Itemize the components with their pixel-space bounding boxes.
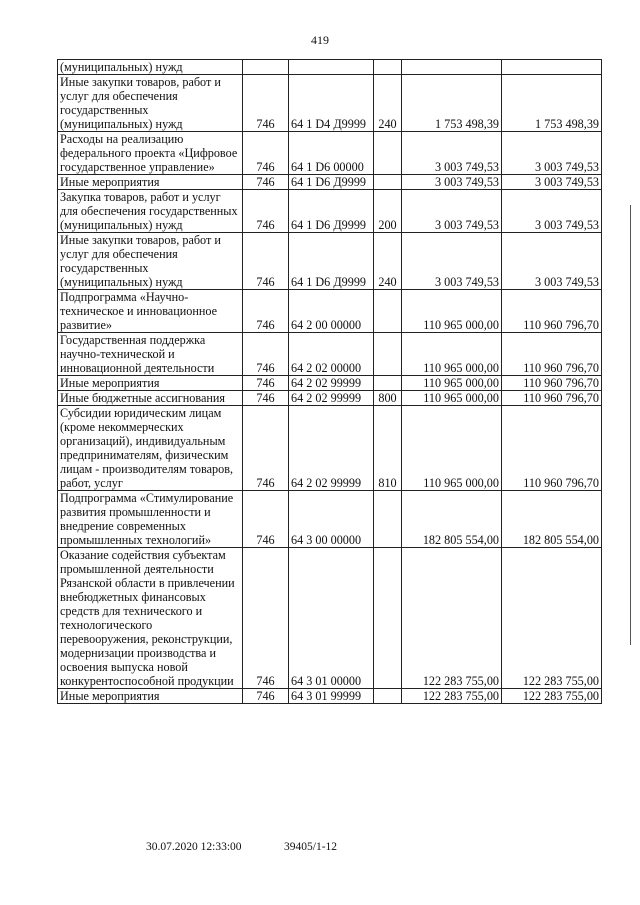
cell-name: Государственная поддержка научно-технической и инновационной деятельности xyxy=(58,333,243,376)
cell-expense-type xyxy=(374,175,402,190)
cell-admin-code: 746 xyxy=(243,406,289,491)
cell-amount-executed: 110 960 796,70 xyxy=(502,391,602,406)
cell-amount-planned: 3 003 749,53 xyxy=(402,175,502,190)
table-row xyxy=(58,233,602,290)
table-row xyxy=(58,376,602,391)
cell-amount-planned: 3 003 749,53 xyxy=(402,233,502,290)
cell-amount-executed: 110 960 796,70 xyxy=(502,406,602,491)
cell-amount-executed xyxy=(502,60,602,75)
page-number: 419 xyxy=(311,33,329,47)
cell-amount-planned: 122 283 755,00 xyxy=(402,689,502,704)
cell-amount-executed: 122 283 755,00 xyxy=(502,548,602,689)
cell-target-code xyxy=(289,60,374,75)
cell-admin-code: 746 xyxy=(243,175,289,190)
cell-amount-planned: 182 805 554,00 xyxy=(402,491,502,548)
cell-target-code: 64 1 D6 Д9999 xyxy=(289,190,374,233)
cell-amount-executed: 3 003 749,53 xyxy=(502,190,602,233)
cell-name: Подпрограмма «Стимулирование развития промышленности и внедрение современных промышленных технологий» xyxy=(58,491,243,548)
table-row xyxy=(58,132,602,175)
cell-amount-executed: 182 805 554,00 xyxy=(502,491,602,548)
table-row xyxy=(58,391,602,406)
cell-expense-type xyxy=(374,132,402,175)
cell-admin-code: 746 xyxy=(243,333,289,376)
cell-name: Закупка товаров, работ и услуг для обеспечения государственных (муниципальных) нужд xyxy=(58,190,243,233)
table-row xyxy=(58,689,602,704)
cell-target-code: 64 1 D6 Д9999 xyxy=(289,175,374,190)
cell-target-code: 64 2 02 99999 xyxy=(289,406,374,491)
cell-amount-executed: 122 283 755,00 xyxy=(502,689,602,704)
cell-admin-code xyxy=(243,60,289,75)
cell-expense-type xyxy=(374,376,402,391)
cell-expense-type xyxy=(374,333,402,376)
cell-expense-type xyxy=(374,290,402,333)
cell-amount-planned: 1 753 498,39 xyxy=(402,75,502,132)
cell-expense-type: 240 xyxy=(374,233,402,290)
table-row xyxy=(58,60,602,75)
cell-amount-executed: 3 003 749,53 xyxy=(502,175,602,190)
cell-target-code: 64 3 01 99999 xyxy=(289,689,374,704)
cell-amount-executed: 110 960 796,70 xyxy=(502,376,602,391)
cell-name: Расходы на реализацию федерального проекта «Цифровое государственное управление» xyxy=(58,132,243,175)
cell-amount-planned: 110 965 000,00 xyxy=(402,406,502,491)
cell-name: Иные бюджетные ассигнования xyxy=(58,391,243,406)
page-edge-line xyxy=(630,205,631,645)
cell-name: Иные мероприятия xyxy=(58,175,243,190)
cell-name: Субсидии юридическим лицам (кроме некоммерческих организаций), индивидуальным предпринимателям, физическим лицам - производителям товаров, работ, услуг xyxy=(58,406,243,491)
cell-admin-code: 746 xyxy=(243,376,289,391)
cell-amount-planned: 110 965 000,00 xyxy=(402,391,502,406)
cell-target-code: 64 2 02 99999 xyxy=(289,391,374,406)
table-row xyxy=(58,290,602,333)
cell-amount-planned: 122 283 755,00 xyxy=(402,548,502,689)
cell-admin-code: 746 xyxy=(243,233,289,290)
table-row xyxy=(58,190,602,233)
cell-amount-executed: 110 960 796,70 xyxy=(502,333,602,376)
cell-target-code: 64 1 D4 Д9999 xyxy=(289,75,374,132)
cell-name: (муниципальных) нужд xyxy=(58,60,243,75)
cell-target-code: 64 3 00 00000 xyxy=(289,491,374,548)
cell-expense-type xyxy=(374,548,402,689)
cell-amount-executed: 3 003 749,53 xyxy=(502,132,602,175)
cell-amount-planned: 110 965 000,00 xyxy=(402,376,502,391)
cell-amount-planned: 110 965 000,00 xyxy=(402,290,502,333)
cell-amount-planned: 110 965 000,00 xyxy=(402,333,502,376)
cell-expense-type xyxy=(374,60,402,75)
budget-table xyxy=(57,59,602,704)
table-row xyxy=(58,406,602,491)
cell-expense-type: 240 xyxy=(374,75,402,132)
cell-target-code: 64 2 02 99999 xyxy=(289,376,374,391)
cell-name: Иные закупки товаров, работ и услуг для обеспечения государственных (муниципальных) нужд xyxy=(58,75,243,132)
cell-amount-executed: 1 753 498,39 xyxy=(502,75,602,132)
cell-expense-type xyxy=(374,689,402,704)
cell-amount-planned: 3 003 749,53 xyxy=(402,190,502,233)
cell-admin-code: 746 xyxy=(243,132,289,175)
table-row xyxy=(58,548,602,689)
cell-expense-type xyxy=(374,491,402,548)
cell-expense-type: 800 xyxy=(374,391,402,406)
cell-target-code: 64 1 D6 Д9999 xyxy=(289,233,374,290)
table-row xyxy=(58,175,602,190)
cell-admin-code: 746 xyxy=(243,548,289,689)
budget-table-body xyxy=(58,60,602,704)
table-row xyxy=(58,333,602,376)
cell-admin-code: 746 xyxy=(243,190,289,233)
table-row xyxy=(58,75,602,132)
cell-amount-executed: 110 960 796,70 xyxy=(502,290,602,333)
cell-amount-planned xyxy=(402,60,502,75)
cell-target-code: 64 2 00 00000 xyxy=(289,290,374,333)
cell-amount-planned: 3 003 749,53 xyxy=(402,132,502,175)
cell-name: Подпрограмма «Научно-техническое и инновационное развитие» xyxy=(58,290,243,333)
cell-admin-code: 746 xyxy=(243,491,289,548)
cell-target-code: 64 3 01 00000 xyxy=(289,548,374,689)
cell-target-code: 64 2 02 00000 xyxy=(289,333,374,376)
cell-admin-code: 746 xyxy=(243,75,289,132)
cell-name: Иные закупки товаров, работ и услуг для обеспечения государственных (муниципальных) нужд xyxy=(58,233,243,290)
table-row xyxy=(58,491,602,548)
cell-admin-code: 746 xyxy=(243,290,289,333)
cell-name: Иные мероприятия xyxy=(58,689,243,704)
footer-timestamp: 30.07.2020 12:33:00 xyxy=(146,841,242,853)
cell-name: Оказание содействия субъектам промышленной деятельности Рязанской области в привлечении внебюджетных финансовых средств для технического и технологического перевооружения, реконструкции, модернизации производства и освоения выпуска новой конкурентоспособной продукции xyxy=(58,548,243,689)
cell-target-code: 64 1 D6 00000 xyxy=(289,132,374,175)
cell-admin-code: 746 xyxy=(243,391,289,406)
cell-expense-type: 200 xyxy=(374,190,402,233)
cell-amount-executed: 3 003 749,53 xyxy=(502,233,602,290)
footer-document-id: 39405/1-12 xyxy=(284,841,338,853)
cell-name: Иные мероприятия xyxy=(58,376,243,391)
cell-admin-code: 746 xyxy=(243,689,289,704)
cell-expense-type: 810 xyxy=(374,406,402,491)
